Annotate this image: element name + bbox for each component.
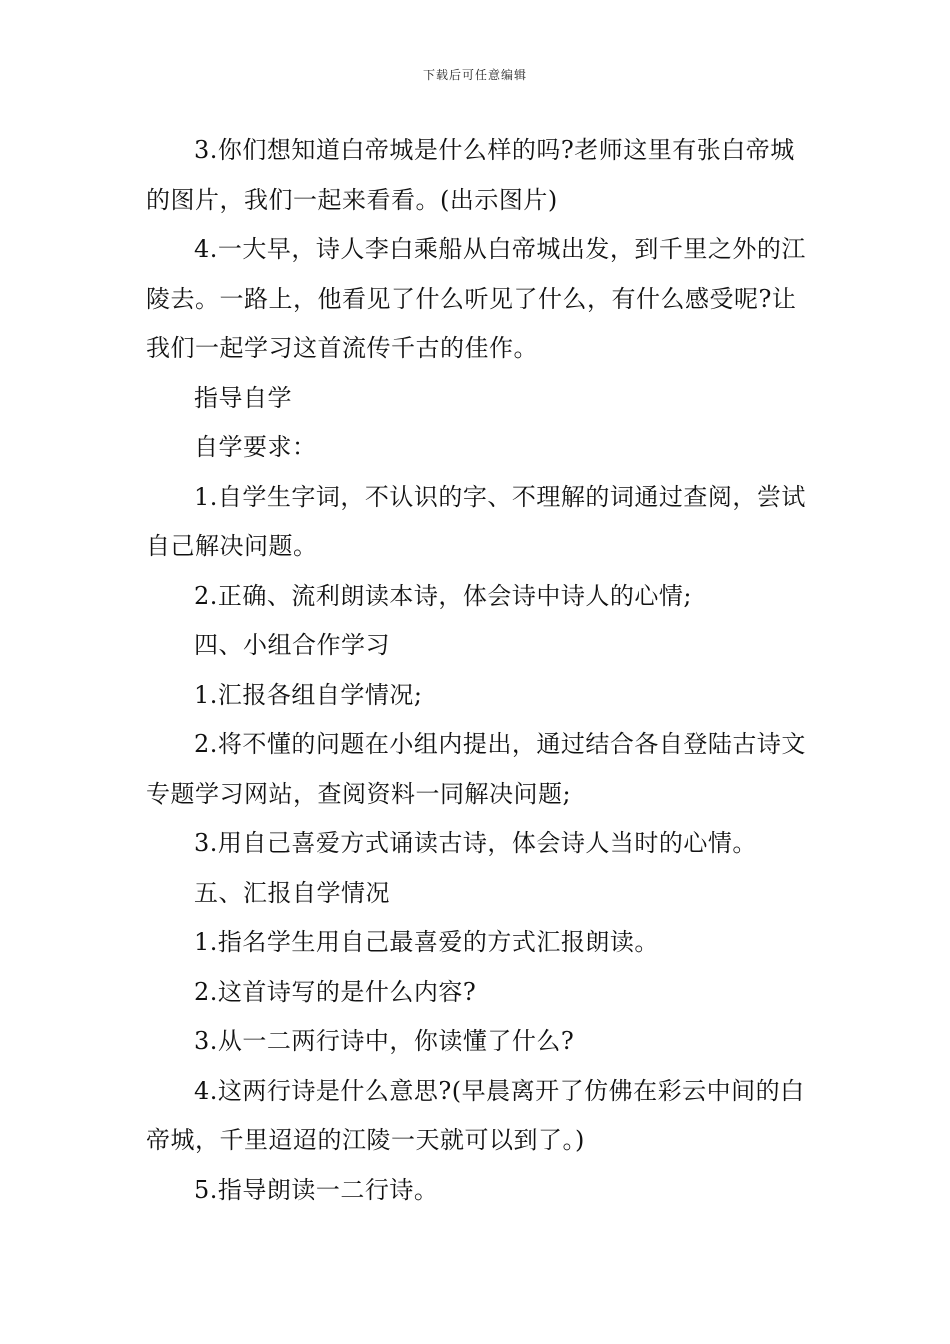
- paragraph: 自学要求：: [194, 433, 317, 461]
- page-header-note: 下载后可任意编辑: [422, 68, 527, 82]
- list-item: 2.正确、流利朗读本诗，体会诗中诗人的心情;: [194, 581, 692, 610]
- list-item: 2.将不懂的问题在小组内提出，通过结合各自登陆古诗文专题学习网站，查阅资料一同解决问题;: [146, 730, 806, 808]
- document-body: [146, 126, 810, 1215]
- list-item: 1.指名学生用自己最喜爱的方式汇报朗读。: [194, 928, 659, 956]
- list-item: 1.汇报各组自学情况;: [194, 680, 423, 709]
- list-item: 4.这两行诗是什么意思?(早晨离开了仿佛在彩云中间的白帝城，千里迢迢的江陵一天就可以到了。): [146, 1076, 805, 1154]
- list-item: 2.这首诗写的是什么内容?: [194, 977, 477, 1006]
- list-item: 3.从一二两行诗中，你读懂了什么?: [194, 1027, 575, 1055]
- section-heading: 四、小组合作学习: [194, 631, 390, 659]
- list-item: 1.自学生字词，不认识的字、不理解的词通过查阅，尝试自己解决问题。: [146, 482, 806, 560]
- section-heading: 五、汇报自学情况: [194, 878, 390, 907]
- paragraph: 4.一大早，诗人李白乘船从白帝城出发，到千里之外的江陵去。一路上，他看见了什么听见了什么，有什么感受呢?让我们一起学习这首流传千古的佳作。: [146, 235, 806, 362]
- paragraph: 3.你们想知道白帝城是什么样的吗?老师这里有张白帝城的图片，我们一起来看看。(出示图片): [146, 136, 795, 214]
- section-heading: 指导自学: [194, 383, 292, 412]
- list-item: 3.用自己喜爱方式诵读古诗，体会诗人当时的心情。: [194, 829, 757, 857]
- list-item: 5.指导朗读一二行诗。: [194, 1175, 439, 1204]
